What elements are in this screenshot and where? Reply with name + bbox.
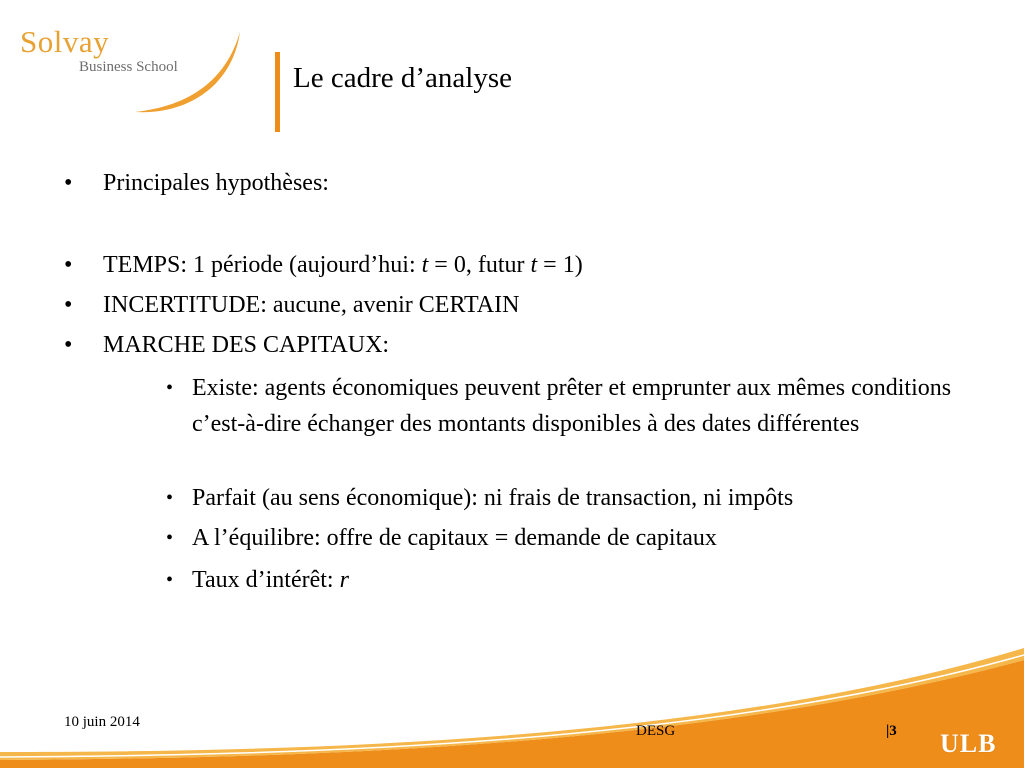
taux-prefix: Taux d’intérêt: (192, 567, 340, 593)
bullet-dot: • (64, 292, 73, 318)
temps-suffix: = 1) (537, 252, 583, 278)
bullet-dot: • (64, 252, 73, 278)
ulb-logo: ULB (940, 729, 997, 758)
temps-mid: = 0, futur (428, 252, 531, 278)
bullet-text: INCERTITUDE: aucune, avenir CERTAIN (103, 292, 520, 318)
logo-name: Solvay (20, 24, 110, 59)
bullet-dot: • (64, 332, 73, 358)
bullet-dot: • (166, 377, 174, 399)
bullet-dot: • (166, 527, 174, 549)
page-title: Le cadre d’analyse (293, 62, 512, 94)
bullet-dot: • (166, 569, 174, 591)
bullet-text: Parfait (au sens économique): ni frais de transaction, ni impôts (192, 485, 794, 511)
taux-var-r: r (339, 567, 349, 593)
footer-date: 10 juin 2014 (64, 714, 140, 730)
temps-prefix: TEMPS: 1 période (aujourd’hui: (103, 252, 422, 278)
temps-var-t: t (421, 252, 429, 278)
bullet-text: A l’équilibre: offre de capitaux = demande de capitaux (192, 525, 717, 551)
bullet-dot: • (166, 487, 174, 509)
bullet-text: Existe: agents économiques peuvent prêter et emprunter aux mêmes conditions c’est-à-dire échanger des montants disponibles à des dates différentes (192, 375, 952, 437)
temps-var-t: t (530, 252, 538, 278)
bullet-text: Principales hypothèses: (103, 170, 329, 196)
bullet-text: MARCHE DES CAPITAUX: (103, 332, 390, 358)
logo-subtitle: Business School (79, 59, 178, 75)
page-number: |3 (886, 723, 897, 739)
bullet-dot: • (64, 170, 73, 196)
footer-center-label: DESG (636, 723, 676, 739)
